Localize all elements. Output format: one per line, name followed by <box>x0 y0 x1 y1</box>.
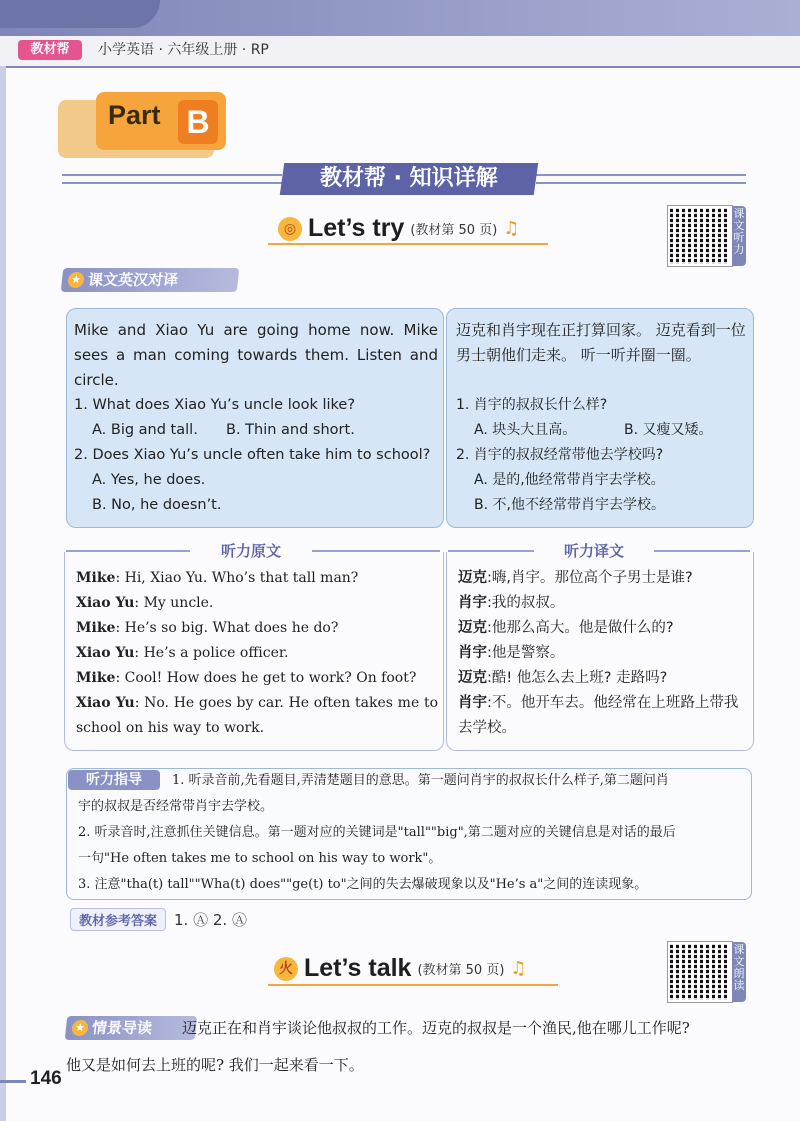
qr-code-icon[interactable] <box>668 942 732 1002</box>
english-q2-option-a: A. Yes, he does. <box>92 472 206 488</box>
english-q1-option-a: A. Big and tall. <box>92 422 198 438</box>
dialogue-cn-text: :他是警察。 <box>487 645 565 661</box>
answers-tag: 教材参考答案 <box>70 908 166 931</box>
dialogue-cn-speaker: 迈克 <box>458 620 487 636</box>
chinese-q1-option-b: B. 又瘦又矮。 <box>624 422 713 438</box>
dialogue-line <box>76 666 438 691</box>
dialogue-cn-text: :酷! 他怎么去上班? 走路吗? <box>487 670 668 686</box>
chinese-q1-option-a: A. 块头大且高。 <box>474 422 577 438</box>
dialogue-line <box>76 591 438 616</box>
english-question-2: 2. Does Xiao Yu’s uncle often take him to school? <box>74 447 431 463</box>
dialogue-cn-speaker: 肖宇 <box>458 595 487 611</box>
dialogue-line <box>76 616 438 641</box>
chinese-question-2: 2. 肖宇的叔叔经常带他去学校吗? <box>456 447 664 463</box>
part-letter: B <box>178 100 218 144</box>
dialogue-speaker: Xiao Yu <box>76 695 135 711</box>
dialogue-speaker: Mike <box>76 570 116 586</box>
tip-line-1: 1. 听录音前,先看题目,弄清楚题目的意思。第一题问肖宇的叔叔长什么样子,第二题问肖 <box>172 773 669 788</box>
star-icon: ★ <box>67 272 85 288</box>
star-icon: ★ <box>71 1020 89 1036</box>
dialogue-cn-speaker: 迈克 <box>458 570 487 586</box>
dialogue-cn-speaker: 迈克 <box>458 670 487 686</box>
dialogue-cn-line <box>458 641 748 666</box>
dialogue-text: : He’s a police officer. <box>134 645 289 661</box>
section-line-right <box>536 174 746 184</box>
swirl-icon: ◎ <box>278 217 302 241</box>
english-question-1: 1. What does Xiao Yu’s uncle look like? <box>74 397 356 413</box>
dialogue-cn-line <box>458 616 748 641</box>
dialogue-text: : He’s so big. What does he do? <box>115 620 339 636</box>
dialogue-cn-line <box>458 691 748 741</box>
ear-icon: ♫ <box>510 958 527 979</box>
section-title-text: 教材帮 · 知识详解 <box>320 166 498 191</box>
lets-talk-heading <box>274 954 527 983</box>
reference-answers <box>70 908 247 931</box>
qr-tag-reading: 课文朗读 <box>732 942 746 1002</box>
tip-line-2: 2. 听录音时,注意抓住关键信息。第一题对应的关键词是"tall""big",第二题对应的关键信息是对话的最后 <box>78 825 676 840</box>
chinese-intro: 迈克和肖宇现在正打算回家。 迈克看到一位男士朝他们走来。 听一听并圈一圈。 <box>456 321 746 364</box>
dialogue-cn-text: :不。他开车去。他经常在上班路上带我去学校。 <box>458 695 739 736</box>
dialogue-speaker: Xiao Yu <box>76 595 135 611</box>
chinese-q2-option-a: A. 是的,他经常带肖宇去学校。 <box>474 472 665 488</box>
dialogue-cn-text: :嗨,肖宇。那位高个子男士是谁? <box>487 570 693 586</box>
translate-tab <box>61 268 240 292</box>
lets-try-underline <box>268 243 548 245</box>
translate-tab-label: 课文英汉对译 <box>87 271 179 289</box>
page-number: 146 <box>30 1068 62 1089</box>
english-intro: Mike and Xiao Yu are going home now. Mike sees a man coming towards them. Listen and circle. <box>74 321 438 389</box>
dialogue-text: : Cool! How does he get to work? On foot? <box>115 670 417 686</box>
scene-tab <box>65 1016 198 1040</box>
lets-talk-ref: (教材第 50 页) <box>417 963 505 978</box>
scene-line-2: 他又是如何去上班的呢? 我们一起来看一下。 <box>66 1056 364 1074</box>
lets-try-heading <box>278 214 519 243</box>
lets-try-title: Let’s try <box>308 214 405 242</box>
section-line-left <box>62 174 282 184</box>
dialogue-cn-speaker: 肖宇 <box>458 695 487 711</box>
chinese-q2-option-b: B. 不,他不经常带肖宇去学校。 <box>474 497 665 513</box>
lets-try-ref: (教材第 50 页) <box>410 223 498 238</box>
dialogue-cn-speaker: 肖宇 <box>458 645 487 661</box>
listening-tips-tag: 听力指导 <box>68 770 160 790</box>
part-word: Part <box>108 100 161 130</box>
page-edge <box>0 66 6 1121</box>
header-title: 小学英语 · 六年级上册 · RP <box>98 42 269 58</box>
dialogue-line <box>76 641 438 666</box>
tip-line-1b: 宇的叔叔是否经常带肖宇去学校。 <box>78 799 274 814</box>
section-title <box>280 163 538 195</box>
fire-icon: 火 <box>274 957 298 981</box>
listening-translation-title: 听力译文 <box>563 542 624 560</box>
tip-line-3: 3. 注意"tha(t) tall""Wha(t) does""ge(t) to"之间的失去爆破现象以及"He’s a"之间的连读现象。 <box>78 877 648 892</box>
dialogue-text: : No. He goes by car. He often takes me to school on his way to work. <box>76 695 438 736</box>
dialogue-cn-text: :我的叔叔。 <box>487 595 565 611</box>
dialogue-cn-line <box>458 566 748 591</box>
dialogue-speaker: Mike <box>76 670 116 686</box>
dialogue-cn-text: :他那么高大。他是做什么的? <box>487 620 674 636</box>
scene-line-1: 迈克正在和肖宇谈论他叔叔的工作。迈克的叔叔是一个渔民,他在哪儿工作呢? <box>182 1019 690 1037</box>
english-q1-option-b: B. Thin and short. <box>226 422 355 438</box>
lets-talk-underline <box>268 984 558 986</box>
header-tag: 教材帮 <box>18 40 82 60</box>
ear-icon: ♫ <box>503 218 520 239</box>
scene-tab-label: 情景导读 <box>91 1019 153 1037</box>
dialogue-cn-line <box>458 666 748 691</box>
header-band-curve <box>0 0 160 28</box>
dialogue-text: : Hi, Xiao Yu. Who’s that tall man? <box>115 570 359 586</box>
answers-value: 1. Ⓐ 2. Ⓐ <box>174 911 247 929</box>
chinese-question-1: 1. 肖宇的叔叔长什么样? <box>456 397 608 413</box>
dialogue-cn-line <box>458 591 748 616</box>
page-number-dash <box>0 1080 26 1083</box>
dialogue-speaker: Mike <box>76 620 116 636</box>
qr-tag-listening: 课文听力 <box>732 206 746 266</box>
dialogue-text: : My uncle. <box>134 595 214 611</box>
qr-code-icon[interactable] <box>668 206 732 266</box>
english-q2-option-b: B. No, he doesn’t. <box>92 497 222 513</box>
lets-talk-title: Let’s talk <box>304 954 412 982</box>
dialogue-line <box>76 691 438 741</box>
dialogue-line <box>76 566 438 591</box>
dialogue-speaker: Xiao Yu <box>76 645 135 661</box>
listening-original-title: 听力原文 <box>220 542 281 560</box>
tip-line-2b: 一句"He often takes me to school on his way to work"。 <box>78 851 442 866</box>
